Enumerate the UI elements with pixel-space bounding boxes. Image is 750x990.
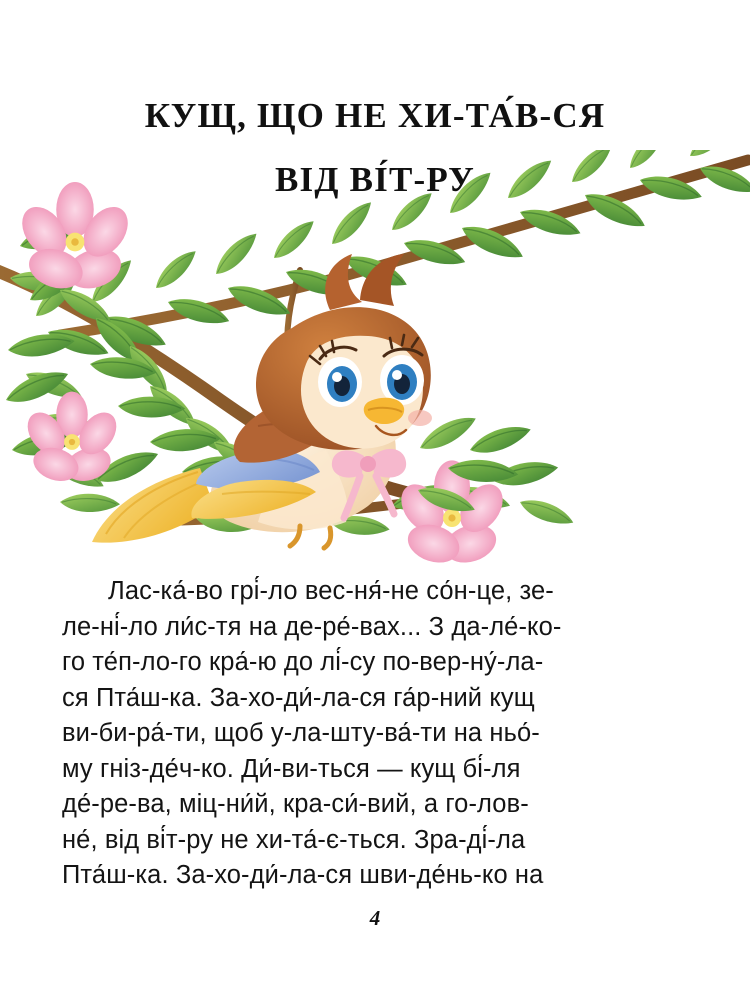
title-line-1: КУЩ, ЩО НЕ ХИ-ТА́В-СЯ — [144, 96, 606, 135]
story-text — [62, 574, 688, 894]
text-line: ви-би-ра́-ти, щоб у-ла-шту-ва́-ти на ньо́- — [62, 719, 540, 747]
text-line: де́-ре-ва, міц-ни́й, кра-си́-вий, а го-лов- — [62, 790, 529, 818]
text-line: го те́п-ло-го кра́-ю до лі́-су по-вер-ну́-ла- — [62, 648, 544, 676]
title-line-2: ВІД ВІ́Т-РУ — [275, 160, 475, 199]
text-line — [62, 574, 688, 610]
text-line-content: Лас-ка́-во грі́-ло вес-ня́-не со́н-це, зе- — [108, 577, 554, 605]
bird-on-branch-illustration — [0, 150, 750, 580]
text-line: ся Пта́ш-ка. За-хо-ди́-ла-ся га́р-ний кущ — [62, 683, 535, 712]
story-paragraph — [62, 574, 688, 894]
page-title — [0, 84, 750, 212]
text-line: му гніз-де́ч-ко. Ди́-ви-ться — кущ бі́-ля — [62, 754, 521, 783]
story-illustration — [0, 150, 750, 580]
text-line: не́, від ві́т-ру не хи-та́-є-ться. Зра-ді́-ла — [62, 825, 526, 854]
text-line: ле-ні́-ло ли́с-тя на де-ре́-вах... З да-ле́-ко- — [62, 612, 562, 641]
text-line: Пта́ш-ка. За-хо-ди́-ла-ся шви-де́нь-ко на — [62, 861, 544, 889]
page-number: 4 — [369, 906, 381, 930]
